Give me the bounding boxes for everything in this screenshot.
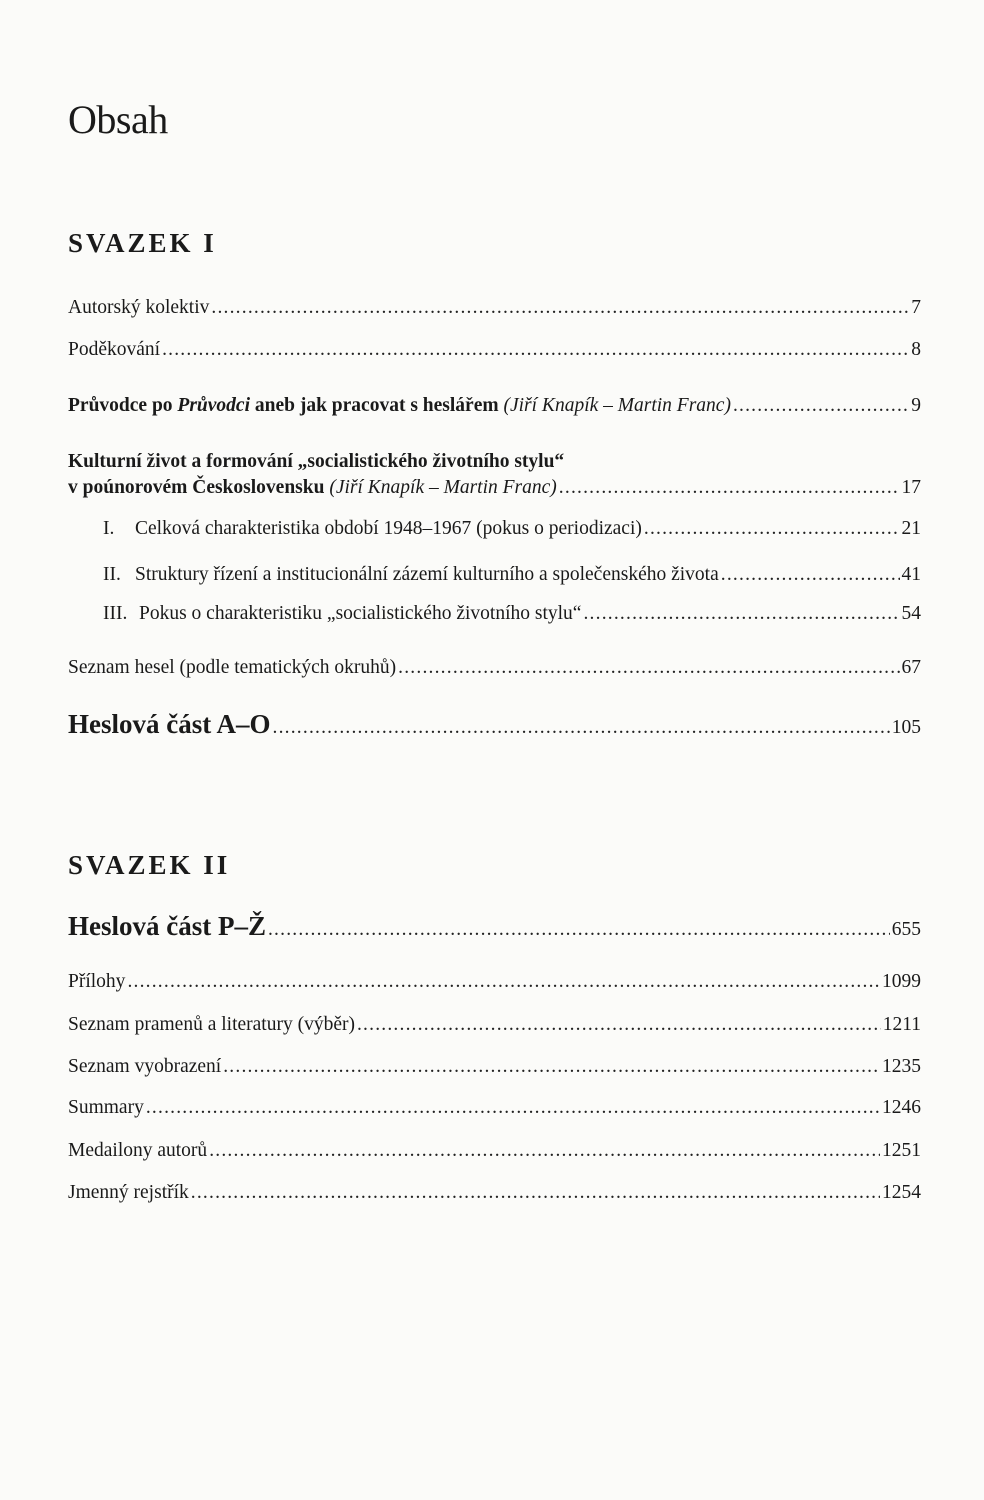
entry-label-part: Průvodce po — [68, 395, 178, 416]
entry-label — [103, 517, 642, 541]
entry-label — [68, 394, 731, 418]
page-number: 1254 — [882, 1182, 921, 1203]
page-number: 1235 — [882, 1056, 921, 1077]
volume-heading-2: SVAZEK II — [68, 850, 231, 880]
page-number: 105 — [891, 717, 921, 738]
leader-dots — [559, 476, 900, 500]
page-title: Obsah — [68, 97, 168, 142]
entry-label: Poděkování — [68, 339, 161, 360]
page-number: 1211 — [882, 1014, 921, 1035]
entry-authors: (Jiří Knapík – Martin Franc) — [329, 477, 557, 498]
page-number: 1099 — [882, 971, 921, 992]
page-number: 67 — [901, 657, 921, 678]
toc-entry-chapter-1[interactable] — [103, 517, 921, 541]
page-number: 655 — [891, 919, 921, 940]
volume-heading-1: SVAZEK I — [68, 228, 217, 258]
leader-dots — [733, 394, 909, 418]
toc-entry-medailony[interactable] — [68, 1139, 921, 1163]
entry-label-part: aneb jak pracovat s heslářem — [250, 395, 499, 416]
leader-dots — [398, 656, 899, 680]
toc-entry-chapter-3[interactable] — [103, 602, 921, 626]
entry-authors: (Jiří Knapík – Martin Franc) — [503, 395, 731, 416]
leader-dots — [209, 1139, 880, 1163]
leader-dots — [268, 914, 890, 946]
page-number: 21 — [901, 518, 921, 539]
page-number: 1251 — [882, 1140, 921, 1161]
entry-label: Seznam hesel (podle tematických okruhů) — [68, 657, 397, 678]
leader-dots — [721, 563, 900, 587]
leader-dots — [162, 338, 909, 362]
leader-dots — [127, 970, 880, 994]
chapter-label: Pokus o charakteristiku „socialistického životního stylu“ — [139, 603, 582, 624]
leader-dots — [357, 1013, 881, 1037]
toc-entry-pruvodce[interactable] — [68, 394, 921, 418]
chapter-number: II. — [103, 564, 121, 585]
page-number: 7 — [911, 297, 921, 318]
leader-dots — [644, 517, 900, 541]
page-number: 41 — [901, 564, 921, 585]
page-number: 54 — [901, 603, 921, 624]
entry-label: Autorský kolektiv — [68, 297, 210, 318]
page-number: 8 — [911, 339, 921, 360]
chapter-number: I. — [103, 518, 115, 539]
entry-label — [103, 602, 581, 626]
entry-label: Heslová část A–O — [68, 709, 271, 739]
entry-label — [68, 476, 557, 500]
chapter-label: Struktury řízení a institucionální zázemí kulturního a společenského života — [135, 564, 719, 585]
toc-entry-kulturni[interactable] — [68, 476, 921, 500]
chapter-label: Celková charakteristika období 1948–1967 (pokus o periodizaci) — [135, 518, 642, 539]
entry-label-part: v poúnorovém Československu — [68, 477, 325, 498]
toc-entry-chapter-2[interactable] — [103, 563, 921, 587]
entry-label: Seznam pramenů a literatury (výběr) — [68, 1014, 355, 1035]
leader-dots — [191, 1181, 880, 1205]
toc-entry-summary[interactable] — [68, 1096, 921, 1120]
chapter-number: III. — [103, 603, 128, 624]
toc-entry-prilohy[interactable] — [68, 970, 921, 994]
leader-dots — [583, 602, 899, 626]
toc-entry-jmenny-rejstrik[interactable] — [68, 1181, 921, 1205]
entry-label: Seznam vyobrazení — [68, 1056, 222, 1077]
toc-entry-heslova-cast-p-z[interactable] — [68, 910, 921, 946]
page-number: 1246 — [882, 1097, 921, 1118]
toc-entry-seznam-vyobrazeni[interactable] — [68, 1055, 921, 1079]
page-number: 17 — [901, 477, 921, 498]
entry-label — [103, 563, 719, 587]
leader-dots — [146, 1096, 880, 1120]
leader-dots — [273, 712, 890, 744]
toc-entry-autorsky-kolektiv[interactable] — [68, 296, 921, 320]
entry-label: Heslová část P–Ž — [68, 911, 266, 941]
toc-entry-seznam-hesel[interactable] — [68, 656, 921, 680]
entry-label: Medailony autorů — [68, 1140, 208, 1161]
toc-entry-heslova-cast-a-o[interactable] — [68, 708, 921, 744]
toc-entry-podekovani[interactable] — [68, 338, 921, 362]
entry-label: Přílohy — [68, 971, 126, 992]
entry-label: Jmenný rejstřík — [68, 1182, 189, 1203]
entry-label: Summary — [68, 1097, 144, 1118]
leader-dots — [223, 1055, 880, 1079]
leader-dots — [211, 296, 909, 320]
entry-label-italic: Průvodci — [177, 395, 250, 416]
toc-entry-seznam-pramenu[interactable] — [68, 1013, 921, 1037]
page-number: 9 — [911, 395, 921, 416]
toc-entry-kulturni-line1: Kulturní život a formování „socialistického životního stylu“ — [68, 451, 565, 472]
